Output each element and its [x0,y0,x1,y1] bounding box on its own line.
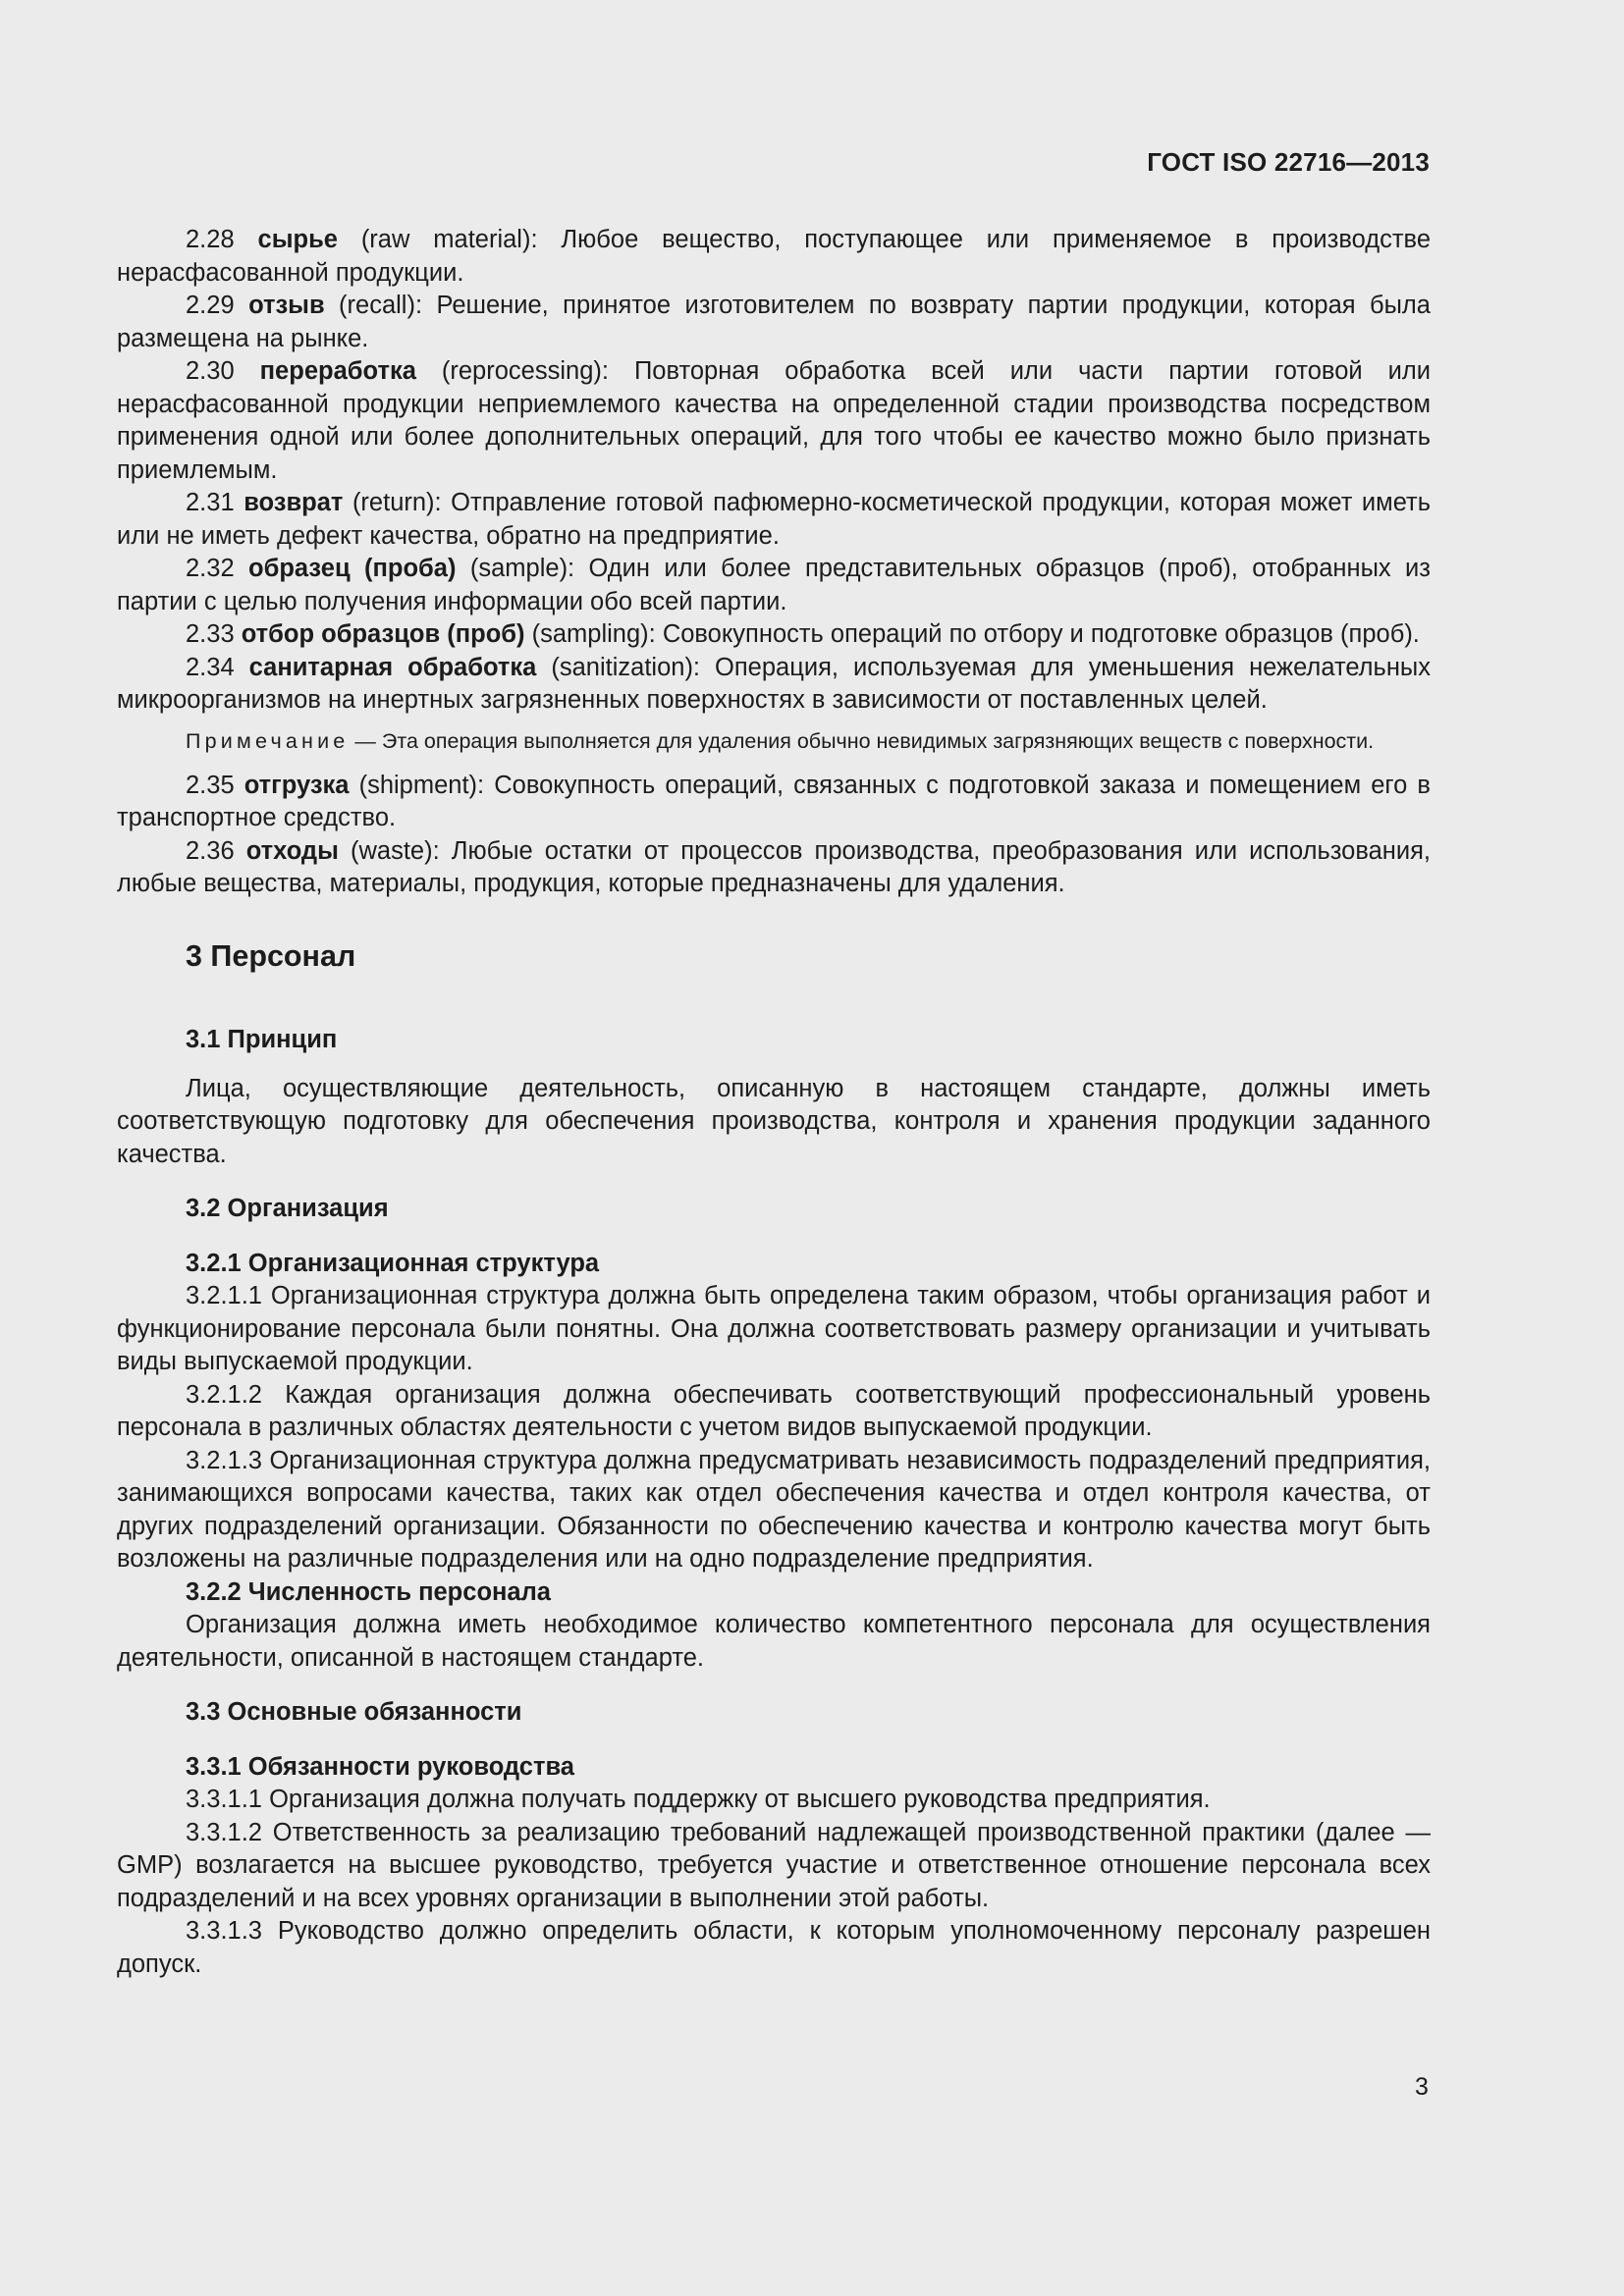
paragraph-3-2-1-2: 3.2.1.2 Каждая организация должна обеспечивать соответствующий профессиональный уровень персонала в различных областях деятельности с учетом видов выпускаемой продукции. [117,1380,1431,1441]
term-2-34: 2.34 санитарная обработка (sanitization): Операция, используемая для уменьшения нежелательных микроорганизмов на инертных загрязненных поверхностях в зависимости от поставленных целей. [117,653,1431,714]
term-2-33: 2.33 отбор образцов (проб) (sampling): Совокупность операций по отбору и подготовке образцов (проб). [186,620,1420,648]
term-2-30: 2.30 переработка (reprocessing): Повторная обработка всей или части партии готовой или нерасфасованной продукции неприемлемого качества на определенной стадии производства посредством применения одной или более дополнительных операций, для того чтобы ее качество можно было признать приемлемым. [117,357,1431,484]
paragraph-3-3-1-2: 3.3.1.2 Ответственность за реализацию требований надлежащей производственной практики (далее — GMP) возлагается на высшее руководство, требуется участие и ответственное отношение персонала всех подразделений и на всех уровнях организации в выполнении этой работы. [117,1818,1431,1912]
section-3-title: 3 Персонал [186,938,356,973]
term-2-35: 2.35 отгрузка (shipment): Совокупность операций, связанных с подготовкой заказа и помещением его в транспортное средство. [117,771,1431,831]
term-2-31: 2.31 возврат (return): Отправление готовой пафюмерно-косметической продукции, которая может иметь или не иметь дефект качества, обратно на предприятие. [117,489,1431,550]
page-number: 3 [1415,2073,1429,2101]
section-3-1-title: 3.1 Принцип [186,1026,338,1053]
section-3-1-text: Лица, осуществляющие деятельность, описанную в настоящем стандарте, должны иметь соответствующую подготовку для обеспечения производства, контроля и хранения продукции заданного качества. [117,1074,1431,1168]
note-paragraph [117,727,1431,756]
note-label: Примечание [186,728,350,753]
paragraph-3-3-1-3: 3.3.1.3 Руководство должно определить области, к которым уполномоченному персоналу разрешен допуск. [117,1917,1431,1978]
paragraph-3-2-2: Организация должна иметь необходимое количество компетентного персонала для осуществления деятельности, описанной в настоящем стандарте. [117,1611,1431,1672]
section-3-3-1-title: 3.3.1 Обязанности руководства [186,1752,574,1781]
term-2-29: 2.29 отзыв (recall): Решение, принятое изготовителем по возврату партии продукции, которая была размещена на рынке. [117,292,1431,352]
document-body [117,224,1431,1981]
term-2-28: 2.28 сырье (raw material): Любое вещество, поступающее или применяемое в производстве нерасфасованной продукции. [117,226,1431,287]
section-3-3-title: 3.3 Основные обязанности [186,1698,522,1726]
paragraph-3-2-1-1: 3.2.1.1 Организационная структура должна быть определена таким образом, чтобы организация работ и функционирование персонала были понятны. Она должна соответствовать размеру организации и учитывать виды выпускаемой продукции. [117,1282,1431,1375]
paragraph-3-2-1-3: 3.2.1.3 Организационная структура должна предусматривать независимость подразделений предприятия, занимающихся вопросами качества, таких как отдел обеспечения качества и отдел контроля качества, от других подразделений организации. Обязанности по обеспечению качества и контролю качества могут быть возложены на различные подразделения или на одно подразделение предприятия. [117,1446,1431,1573]
section-3-2-1-title: 3.2.1 Организационная структура [186,1249,600,1277]
section-3-2-2-title: 3.2.2 Численность персонала [186,1577,551,1606]
paragraph-3-3-1-1: 3.3.1.1 Организация должна получать поддержку от высшего руководства предприятия. [186,1786,1211,1813]
note-text: — Эта операция выполняется для удаления обычно невидимых загрязняющих веществ с поверхности. [349,728,1375,753]
document-header-code: ГОСТ ISO 22716—2013 [1147,147,1430,177]
section-3-2-title: 3.2 Организация [186,1195,389,1222]
term-2-36: 2.36 отходы (waste): Любые остатки от процессов производства, преобразования или использования, любые вещества, материалы, продукция, которые предназначены для удаления. [117,836,1431,897]
term-2-32: 2.32 образец (проба) (sample): Один или более представительных образцов (проб), отобранных из партии с целью получения информации обо всей партии. [117,555,1431,615]
